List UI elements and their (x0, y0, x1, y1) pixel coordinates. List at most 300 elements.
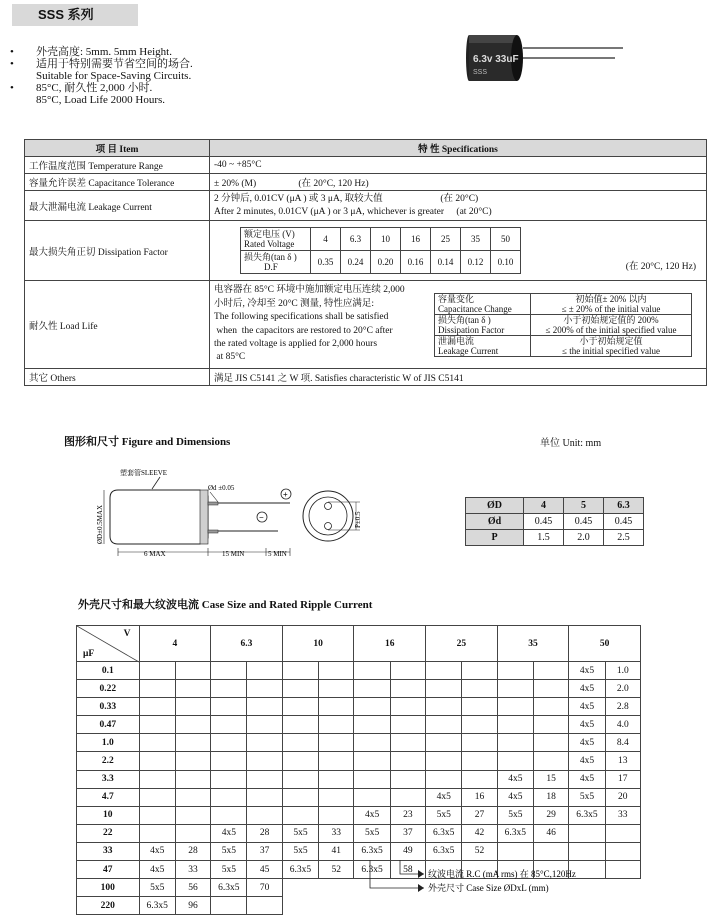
ripple-current (175, 680, 210, 698)
ripple-voltage: 16 (354, 626, 426, 662)
ripple-case-size (354, 788, 390, 806)
ripple-current: 17 (605, 770, 640, 788)
ripple-uf: 100 (77, 879, 140, 897)
ripple-row (77, 680, 641, 698)
ripple-current (175, 698, 210, 716)
temp-value: -40 ~ +85°C (210, 157, 707, 174)
ripple-case-size: 4x5 (354, 806, 390, 824)
ripple-case-size: 4x5 (211, 824, 247, 842)
ripple-case-size (354, 734, 390, 752)
dim-header: 6.3 (604, 498, 644, 514)
ripple-current (247, 752, 282, 770)
ripple-current (533, 698, 568, 716)
ripple-current (175, 806, 210, 824)
ripple-current: 49 (390, 842, 425, 860)
ripple-case-size (282, 806, 318, 824)
ripple-case-size (354, 897, 390, 915)
ripple-current (605, 897, 640, 915)
ripple-current (319, 662, 354, 680)
ripple-current (533, 734, 568, 752)
other-value: 满足 JIS C5141 之 W 项. Satisfies characteristic W of JIS C5141 (210, 369, 707, 386)
ripple-current: 33 (605, 806, 640, 824)
ripple-current (319, 698, 354, 716)
ripple-case-size: 4x5 (569, 716, 605, 734)
legend-ripple: 纹波电流 R.C (mA rms) 在 85°C,120Hz (428, 869, 576, 879)
ripple-current: 1.0 (605, 662, 640, 680)
ripple-uf: 0.33 (77, 698, 140, 716)
ripple-current (390, 716, 425, 734)
life-label: 耐久性 Load Life (25, 281, 210, 369)
series-title: SSS 系列 (12, 4, 138, 26)
feature-bullet (10, 58, 430, 82)
ripple-case-size: 6.3x5 (354, 842, 390, 860)
sleeve-label: 塑套管SLEEVE (120, 469, 168, 477)
bullet-line: 85°C, 耐久性 2,000 小时. (36, 82, 153, 94)
ripple-current (390, 752, 425, 770)
ripple-case-size (497, 897, 533, 915)
ripple-uf: 10 (77, 806, 140, 824)
ripple-current (319, 734, 354, 752)
capacitor-photo (465, 30, 625, 90)
df-voltage: 25 (431, 228, 461, 251)
ripple-case-size (497, 698, 533, 716)
photo-label: 6.3v 33uF (473, 54, 519, 65)
ripple-row (77, 716, 641, 734)
ripple-row (77, 824, 641, 842)
ripple-current (390, 788, 425, 806)
ripple-case-size (497, 734, 533, 752)
cap-label: 容量允许误差 Capacitance Tolerance (25, 174, 210, 191)
ripple-case-size: 6.3x5 (139, 897, 175, 915)
ripple-current (175, 824, 210, 842)
df-table (240, 227, 521, 274)
ripple-case-size: 4x5 (569, 680, 605, 698)
D-label: ØD±0.5MAX (96, 504, 104, 544)
ripple-case-size (211, 662, 247, 680)
dim-5: 5 MIN (268, 550, 287, 558)
df-value-cell: 0.12 (461, 251, 491, 274)
df-voltage: 50 (491, 228, 521, 251)
ripple-case-size: 4x5 (139, 861, 175, 879)
ripple-case-size: 4x5 (497, 770, 533, 788)
ripple-case-size (497, 716, 533, 734)
ripple-current: 46 (533, 824, 568, 842)
ripple-uf: 2.2 (77, 752, 140, 770)
ripple-title: 外壳尺寸和最大纹波电流 Case Size and Rated Ripple Current (78, 599, 373, 611)
ripple-case-size: 5x5 (211, 861, 247, 879)
dim-cell: 0.45 (604, 514, 644, 530)
bullet-line: Suitable for Space-Saving Circuits. (36, 70, 192, 82)
dim-cell: 2.0 (564, 530, 604, 546)
ripple-current (175, 716, 210, 734)
ripple-current (533, 680, 568, 698)
photo-sub: SSS (473, 69, 488, 76)
ripple-current (319, 752, 354, 770)
ripple-case-size (211, 716, 247, 734)
ripple-case-size (211, 752, 247, 770)
ripple-current: 45 (247, 861, 282, 879)
ripple-case-size: 4x5 (569, 752, 605, 770)
ripple-current: 18 (533, 788, 568, 806)
dim-15: 15 MIN (222, 550, 245, 558)
ripple-case-size: 4x5 (139, 842, 175, 860)
life-param: 泄漏电流 Leakage Current (435, 335, 531, 356)
bullet-dot: • (10, 46, 14, 58)
ripple-row (77, 752, 641, 770)
ripple-current (533, 752, 568, 770)
ripple-current (319, 897, 354, 915)
ripple-case-size (282, 698, 318, 716)
ripple-current: 2.0 (605, 680, 640, 698)
ripple-case-size (139, 752, 175, 770)
feature-bullets (10, 46, 430, 106)
ripple-voltage: 35 (497, 626, 569, 662)
ripple-case-size (569, 824, 605, 842)
ripple-current (247, 698, 282, 716)
ripple-case-size (497, 752, 533, 770)
ripple-case-size: 4x5 (569, 734, 605, 752)
df-voltage: 10 (371, 228, 401, 251)
df-value-cell: 0.35 (311, 251, 341, 274)
df-value-cell: 0.16 (401, 251, 431, 274)
feature-bullet (10, 82, 430, 106)
ripple-current (319, 716, 354, 734)
ripple-current (390, 698, 425, 716)
ripple-row (77, 698, 641, 716)
ripple-case-size: 5x5 (139, 879, 175, 897)
ripple-current: 16 (462, 788, 497, 806)
ripple-case-size (139, 824, 175, 842)
ripple-current: 2.8 (605, 698, 640, 716)
df-head: 额定电压 (V) Rated Voltage (241, 228, 311, 251)
ripple-case-size (426, 770, 462, 788)
dim-cell: 0.45 (564, 514, 604, 530)
ripple-voltage: 4 (139, 626, 211, 662)
dim-header: 4 (524, 498, 564, 514)
ripple-case-size: 6.3x5 (282, 861, 318, 879)
ripple-case-size (569, 897, 605, 915)
ripple-legend (356, 858, 616, 898)
ripple-voltage: 10 (282, 626, 354, 662)
ripple-case-size (282, 662, 318, 680)
dimension-table (465, 497, 644, 546)
ripple-current (175, 788, 210, 806)
df-value-cell: 0.24 (341, 251, 371, 274)
ripple-case-size: 6.3x5 (426, 824, 462, 842)
df-value-cell: 0.20 (371, 251, 401, 274)
ripple-current: 29 (533, 806, 568, 824)
ripple-uf: 3.3 (77, 770, 140, 788)
ripple-case-size (139, 662, 175, 680)
life-text-line: the rated voltage is applied for 2,000 hours (214, 338, 378, 349)
ripple-case-size (354, 698, 390, 716)
dim-header: ØD (466, 498, 524, 514)
ripple-case-size (426, 716, 462, 734)
ripple-current (247, 806, 282, 824)
ripple-current: 13 (605, 752, 640, 770)
other-label: 其它 Others (25, 369, 210, 386)
ripple-case-size (282, 879, 318, 897)
ripple-case-size: 5x5 (354, 824, 390, 842)
dim-6: 6 MAX (144, 550, 166, 558)
ripple-case-size (211, 770, 247, 788)
p-label: P±0.5 (354, 511, 362, 528)
ripple-uf: 0.1 (77, 662, 140, 680)
ripple-case-size (426, 698, 462, 716)
ripple-current: 52 (319, 861, 354, 879)
temp-label: 工作温度范围 Temperature Range (25, 157, 210, 174)
ripple-uf: 33 (77, 842, 140, 860)
df-value (210, 221, 707, 281)
ripple-current: 52 (462, 842, 497, 860)
life-text-line: 小时后, 冷却至 20°C 测量, 特性应满足: (214, 298, 375, 309)
life-table (434, 293, 692, 357)
ripple-current (462, 770, 497, 788)
ripple-current (390, 734, 425, 752)
ripple-current (247, 897, 282, 915)
ripple-current: 15 (533, 770, 568, 788)
ripple-case-size (282, 752, 318, 770)
dim-row-label: P (466, 530, 524, 546)
legend-case: 外壳尺寸 Case Size ØDxL (mm) (428, 883, 549, 893)
ripple-row (77, 897, 641, 915)
ripple-current (247, 734, 282, 752)
ripple-case-size: 5x5 (426, 806, 462, 824)
ripple-uf: 1.0 (77, 734, 140, 752)
ripple-current (247, 716, 282, 734)
ripple-case-size (426, 680, 462, 698)
ripple-current (247, 770, 282, 788)
ripple-current: 27 (462, 806, 497, 824)
ripple-uf: 4.7 (77, 788, 140, 806)
ripple-case-size (211, 897, 247, 915)
ripple-row (77, 788, 641, 806)
bullet-dot: • (10, 58, 14, 70)
ripple-current (247, 788, 282, 806)
minus-mark: − (259, 513, 264, 522)
ripple-current (390, 897, 425, 915)
ripple-current: 33 (175, 861, 210, 879)
ripple-case-size: 4x5 (426, 788, 462, 806)
dim-row-label: Ød (466, 514, 524, 530)
ripple-voltage: 50 (569, 626, 641, 662)
ripple-case-size (426, 752, 462, 770)
ripple-case-size: 5x5 (211, 842, 247, 860)
ripple-uf: 220 (77, 897, 140, 915)
ripple-case-size (282, 734, 318, 752)
ripple-case-size: 4x5 (569, 698, 605, 716)
ripple-case-size: 6.3x5 (497, 824, 533, 842)
ripple-case-size (282, 680, 318, 698)
ripple-case-size: 4x5 (569, 662, 605, 680)
df-row-label: 损失角(tan δ ) D.F (241, 251, 311, 274)
col-item: 项 目 Item (25, 140, 210, 157)
ripple-case-size (426, 662, 462, 680)
ripple-current (533, 716, 568, 734)
ripple-current (390, 770, 425, 788)
ripple-current: 28 (175, 842, 210, 860)
corner-uf: μF (83, 649, 95, 659)
ripple-current: 96 (175, 897, 210, 915)
life-row (435, 293, 692, 314)
ripple-case-size: 5x5 (497, 806, 533, 824)
end-view-drawing (300, 482, 370, 552)
ripple-current (462, 662, 497, 680)
ripple-voltage: 6.3 (211, 626, 283, 662)
ripple-voltage: 25 (426, 626, 498, 662)
ripple-uf: 22 (77, 824, 140, 842)
life-text-line: when the capacitors are restored to 20°C after (214, 325, 393, 336)
ripple-case-size (139, 806, 175, 824)
ripple-current: 33 (319, 824, 354, 842)
ripple-case-size (211, 806, 247, 824)
ripple-current (462, 734, 497, 752)
life-criterion: 小于初始规定值 ≤ the initial specified value (531, 335, 692, 356)
ripple-current: 41 (319, 842, 354, 860)
ripple-case-size (497, 662, 533, 680)
ripple-case-size (139, 770, 175, 788)
life-criterion: 初始值± 20% 以内 ≤ ± 20% of the initial value (531, 293, 692, 314)
ripple-current: 8.4 (605, 734, 640, 752)
life-text-line: at 85°C (214, 352, 246, 363)
ripple-current (319, 788, 354, 806)
unit-label: 单位 Unit: mm (540, 438, 602, 449)
ripple-case-size (139, 788, 175, 806)
spec-table (24, 139, 707, 386)
ripple-current: 37 (247, 842, 282, 860)
ripple-case-size (211, 680, 247, 698)
ripple-current (605, 824, 640, 842)
ripple-current (462, 752, 497, 770)
ripple-current (175, 752, 210, 770)
life-text (214, 284, 434, 364)
life-param: 容量变化 Capacitance Change (435, 293, 531, 314)
ripple-case-size (354, 752, 390, 770)
ripple-current (247, 662, 282, 680)
ripple-case-size (139, 716, 175, 734)
d-label: Ød ±0.05 (208, 484, 235, 492)
ripple-current (175, 734, 210, 752)
ripple-row (77, 734, 641, 752)
ripple-case-size: 5x5 (569, 788, 605, 806)
ripple-current (462, 680, 497, 698)
leak-value: 2 分钟后, 0.01CV (μA ) 或 3 μA, 取较大值 (在 20°C) After 2 minutes, 0.01CV (μA ) or 3 μA, whichever is greater (at 20°C) (210, 191, 707, 221)
life-row (435, 335, 692, 356)
ripple-current (175, 662, 210, 680)
life-value (210, 281, 707, 369)
ripple-case-size (211, 698, 247, 716)
bullet-line: 适用于特别需要节省空间的场合. (36, 58, 193, 70)
cap-value: ± 20% (M) (在 20°C, 120 Hz) (210, 174, 707, 191)
life-row (435, 314, 692, 335)
ripple-row (77, 662, 641, 680)
ripple-case-size (354, 680, 390, 698)
ripple-current (319, 806, 354, 824)
ripple-case-size (354, 716, 390, 734)
ripple-current (390, 662, 425, 680)
figure-title: 图形和尺寸 Figure and Dimensions (64, 436, 231, 448)
ripple-case-size: 6.3x5 (426, 842, 462, 860)
ripple-case-size (211, 734, 247, 752)
bullet-line: 85°C, Load Life 2000 Hours. (36, 94, 166, 106)
ripple-current: 42 (462, 824, 497, 842)
life-text-line: 电容器在 85°C 环境中施加额定电压连续 2,000 (214, 285, 405, 296)
ripple-case-size (497, 680, 533, 698)
ripple-case-size (426, 897, 462, 915)
ripple-current: 58 (390, 861, 425, 879)
df-value-cell: 0.14 (431, 251, 461, 274)
ripple-current: 37 (390, 824, 425, 842)
ripple-current: 4.0 (605, 716, 640, 734)
ripple-case-size: 4x5 (497, 788, 533, 806)
ripple-uf: 0.47 (77, 716, 140, 734)
ripple-case-size: 5x5 (282, 824, 318, 842)
ripple-case-size (139, 698, 175, 716)
ripple-current (462, 897, 497, 915)
ripple-case-size: 5x5 (282, 842, 318, 860)
ripple-case-size (354, 770, 390, 788)
ripple-case-size (282, 897, 318, 915)
dim-cell: 1.5 (524, 530, 564, 546)
bullet-dot: • (10, 82, 14, 94)
df-voltage: 4 (311, 228, 341, 251)
ripple-case-size (354, 662, 390, 680)
life-criterion: 小于初始规定值的 200% ≤ 200% of the initial specified value (531, 314, 692, 335)
life-text-line: The following specifications shall be satisfied (214, 312, 389, 323)
ripple-current (247, 680, 282, 698)
ripple-case-size (282, 770, 318, 788)
ripple-case-size (211, 788, 247, 806)
df-label: 最大损失角正切 Dissipation Factor (25, 221, 210, 281)
feature-bullet (10, 46, 430, 58)
df-voltage: 16 (401, 228, 431, 251)
ripple-current (319, 770, 354, 788)
df-cond: (在 20°C, 120 Hz) (625, 262, 696, 272)
ripple-current (390, 680, 425, 698)
leak-label: 最大泄漏电流 Leakage Current (25, 191, 210, 221)
bullet-line: 外壳高度: 5mm. 5mm Height. (36, 46, 172, 58)
ripple-current: 28 (247, 824, 282, 842)
df-voltage: 6.3 (341, 228, 371, 251)
ripple-case-size (426, 734, 462, 752)
ripple-case-size (139, 734, 175, 752)
life-param: 损失角(tan δ ) Dissipation Factor (435, 314, 531, 335)
ripple-case-size (282, 788, 318, 806)
ripple-uf: 0.22 (77, 680, 140, 698)
ripple-case-size (139, 680, 175, 698)
ripple-current: 70 (247, 879, 282, 897)
dim-cell: 0.45 (524, 514, 564, 530)
dim-header: 5 (564, 498, 604, 514)
ripple-row (77, 770, 641, 788)
ripple-current (533, 897, 568, 915)
ripple-current (319, 680, 354, 698)
df-value-cell: 0.10 (491, 251, 521, 274)
ripple-current (319, 879, 354, 897)
ripple-case-size: 6.3x5 (211, 879, 247, 897)
col-spec: 特 性 Specifications (210, 140, 707, 157)
ripple-current (462, 716, 497, 734)
ripple-case-size: 6.3x5 (354, 861, 390, 879)
ripple-current (175, 770, 210, 788)
ripple-case-size (282, 716, 318, 734)
ripple-case-size: 4x5 (569, 770, 605, 788)
ripple-current: 20 (605, 788, 640, 806)
corner-v: V (123, 629, 131, 639)
df-voltage: 35 (461, 228, 491, 251)
ripple-case-size: 6.3x5 (569, 806, 605, 824)
dim-cell: 2.5 (604, 530, 644, 546)
